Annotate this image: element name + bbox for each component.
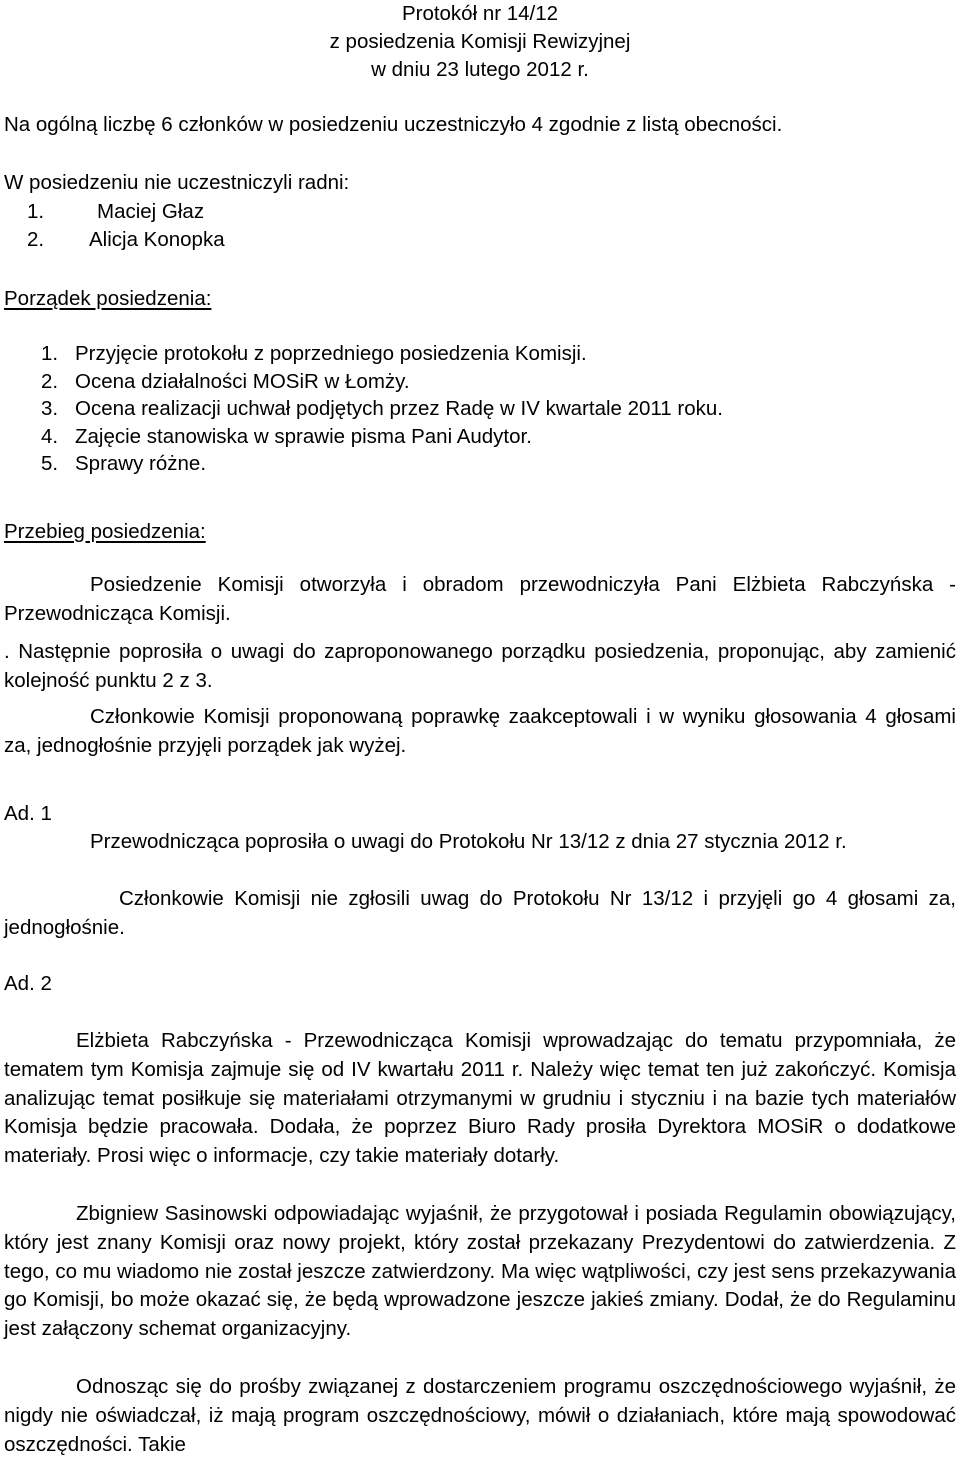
- paragraph-text: Odnosząc się do prośby związanej z dostarczeniem programu oszczędnościowego wyjaśnił, że nigdy nie oświadczał, iż mają program oszczędnościowy, mówił o działaniach, które mają spowodować oszczędności. Takie: [4, 1375, 956, 1456]
- agenda-item: [4, 450, 723, 478]
- ad1-label: Ad. 1: [4, 802, 52, 825]
- paragraph-text: Posiedzenie Komisji otworzyła i obradom przewodniczyła Pani Elżbieta Rabczyńska - Przewodnicząca Komisji.: [4, 573, 956, 625]
- title-line-2: z posiedzenia Komisji Rewizyjnej: [329, 30, 631, 53]
- absent-item-name: Maciej Głaz: [97, 200, 205, 223]
- proceedings-paragraph-3: [4, 703, 956, 761]
- agenda-item: [4, 423, 723, 451]
- agenda-item: [4, 395, 723, 423]
- document-title: [4, 0, 956, 84]
- agenda-item-text: Przyjęcie protokołu z poprzedniego posiedzenia Komisji.: [75, 342, 587, 365]
- ad2-label: Ad. 2: [4, 972, 52, 995]
- paragraph-text: Zbigniew Sasinowski odpowiadając wyjaśnił, że przygotował i posiada Regulamin obowiązujący, który jest znany Komisji oraz nowy projekt, który został przekazany Prezydentowi do zatwierdzenia. Z tego, co mu wiadomo nie został jeszcze zatwierdzony. Ma więc wątpliwości, czy jest sens przekazywania go Komisji, bo może okazać się, że będą wprowadzone jeszcze jakieś zmiany. Dodał, że do Regulaminu jest załączony schemat organizacyjny.: [4, 1202, 956, 1341]
- absent-item-2: [27, 226, 225, 254]
- agenda-item-text: Zajęcie stanowiska w sprawie pisma Pani Audytor.: [75, 424, 532, 448]
- agenda-heading: Porządek posiedzenia:: [4, 287, 212, 310]
- agenda-item-text: Ocena realizacji uchwał podjętych przez Radę w IV kwartale 2011 roku.: [75, 397, 723, 421]
- agenda-item: [4, 340, 723, 368]
- paragraph-text: Członkowie Komisji proponowaną poprawkę zaakceptowali i w wyniku głosowania 4 głosami za, jednogłośnie przyjęli porządek jak wyżej.: [4, 705, 956, 757]
- proceedings-paragraph-1: [4, 571, 956, 629]
- proceedings-heading: Przebieg posiedzenia:: [4, 520, 206, 543]
- absent-item-num: 2.: [27, 228, 45, 251]
- absent-heading: W posiedzeniu nie uczestniczyli radni:: [4, 171, 350, 194]
- paragraph-text: Przewodnicząca poprosiła o uwagi do Protokołu Nr 13/12 z dnia 27 stycznia 2012 r.: [90, 830, 847, 853]
- absent-item-1: [27, 198, 204, 226]
- agenda-list: [4, 340, 723, 478]
- ad1-paragraph-2: [4, 885, 956, 943]
- ad2-paragraph-2: [4, 1200, 956, 1344]
- agenda-item-num: 2.: [41, 369, 59, 393]
- paragraph-text: Elżbieta Rabczyńska - Przewodnicząca Komisji wprowadzając do tematu przypomniała, że tematem tym Komisja zajmuje się od IV kwartału 2011 r. Należy więc temat ten już zakończyć. Komisja analizując temat posiłkuje się materiałami otrzymanymi w grudniu i styczniu i na bazie tych materiałów Komisja będzie pracowała. Dodała, że poprzez Biuro Rady prosiła Dyrektora MOSiR o dodatkowe materiały. Prosi więc o informacje, czy takie materiały dotarły.: [4, 1029, 956, 1168]
- agenda-item-num: 1.: [41, 342, 59, 365]
- agenda-item: [4, 368, 723, 396]
- ad2-paragraph-3: [4, 1373, 956, 1459]
- absent-item-name: Alicja Konopka: [89, 228, 225, 251]
- paragraph-text: Członkowie Komisji nie zgłosili uwag do Protokołu Nr 13/12 i przyjęli go 4 głosami za, jednogłośnie.: [4, 887, 956, 939]
- attendance-text: Na ogólną liczbę 6 członków w posiedzeniu uczestniczyło 4 zgodnie z listą obecności.: [4, 113, 783, 136]
- agenda-item-text: Sprawy różne.: [75, 452, 207, 476]
- ad2-paragraph-1: [4, 1027, 956, 1171]
- agenda-item-text: Ocena działalności MOSiR w Łomży.: [75, 369, 410, 393]
- absent-item-num: 1.: [27, 200, 45, 223]
- agenda-item-num: 5.: [41, 452, 59, 476]
- agenda-item-num: 3.: [41, 397, 59, 421]
- ad1-paragraph-1: [4, 828, 956, 857]
- title-line-3: w dniu 23 lutego 2012 r.: [371, 58, 589, 81]
- title-line-1: Protokół nr 14/12: [401, 2, 559, 25]
- proceedings-paragraph-2: . Następnie poprosiła o uwagi do zaproponowanego porządku posiedzenia, proponując, aby zamienić kolejność punktu 2 z 3.: [4, 640, 956, 692]
- agenda-item-num: 4.: [41, 424, 59, 448]
